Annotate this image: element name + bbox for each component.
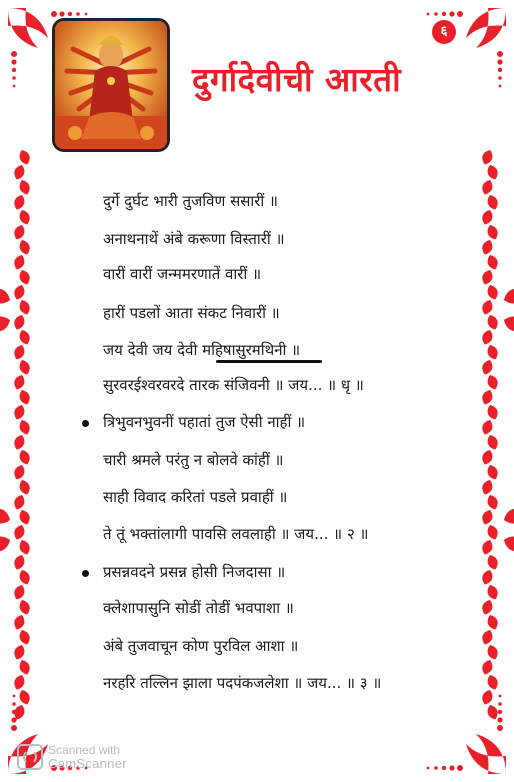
verse-underline — [216, 360, 322, 363]
border-dot — [11, 51, 17, 57]
border-leaf — [480, 298, 495, 316]
page-title: दुर्गादेवीची आरती — [192, 60, 402, 99]
page-number-badge: ६ — [432, 20, 456, 44]
border-leaf — [485, 343, 500, 361]
border-dot — [22, 576, 26, 580]
border-dot — [488, 456, 492, 460]
border-leaf — [12, 553, 27, 571]
border-leaf — [485, 253, 500, 271]
border-leaf — [0, 286, 12, 307]
border-leaf — [485, 403, 500, 421]
deity-illustration — [55, 21, 167, 149]
border-dot — [488, 546, 492, 550]
border-dot — [22, 306, 26, 310]
border-leaf — [0, 533, 12, 554]
border-leaf — [485, 433, 500, 451]
border-leaf — [485, 673, 500, 691]
border-dot — [13, 85, 16, 88]
border-dot — [22, 396, 26, 400]
border-leaf — [485, 313, 500, 331]
verse-line: दुर्गे दुर्घट भारी तुजविण ससारीं ॥ — [103, 192, 279, 210]
border-corner — [466, 734, 506, 774]
border-dot — [13, 695, 16, 698]
border-dot — [11, 59, 16, 64]
border-leaf — [12, 253, 27, 271]
border-leaf — [480, 568, 495, 586]
border-leaf — [480, 388, 495, 406]
border-dot — [488, 246, 492, 250]
border-dot — [488, 576, 492, 580]
border-dot — [499, 695, 502, 698]
border-leaf — [485, 223, 500, 241]
border-leaf — [480, 628, 495, 646]
border-leaf — [480, 238, 495, 256]
border-leaf — [480, 448, 495, 466]
verse-line: साही विवाद करितां पडले प्रवाहीं ॥ — [103, 488, 288, 506]
border-dot — [22, 216, 26, 220]
camscanner-logo-icon — [16, 743, 44, 771]
border-leaf — [480, 268, 495, 286]
verse-line: अनाथनाथें अंबे करूणा विस्तारीं ॥ — [103, 230, 285, 248]
border-leaf — [502, 506, 514, 527]
border-dot — [22, 516, 26, 520]
border-leaf — [485, 553, 500, 571]
border-dot — [22, 636, 26, 640]
border-dot — [488, 186, 492, 190]
verse-line: हारीं पडलों आता संकट निवारीं ॥ — [103, 304, 280, 322]
border-dot — [22, 696, 26, 700]
border-leaf — [12, 343, 27, 361]
border-leaf — [12, 313, 27, 331]
border-dot — [449, 11, 454, 16]
border-leaf — [12, 463, 27, 481]
watermark-line2: CamScanner — [48, 756, 127, 771]
border-dot — [488, 636, 492, 640]
border-dot — [22, 666, 26, 670]
border-leaf — [485, 463, 500, 481]
border-dot — [488, 216, 492, 220]
border-dot — [488, 426, 492, 430]
border-dot — [22, 246, 26, 250]
border-dot — [51, 11, 57, 17]
border-dot — [498, 76, 502, 80]
border-leaf — [485, 283, 500, 301]
border-dot — [498, 710, 502, 714]
border-leaf — [0, 506, 12, 527]
border-leaf — [12, 193, 27, 211]
border-dot — [488, 486, 492, 490]
border-dot — [457, 765, 463, 771]
verse-bullet — [82, 420, 89, 427]
border-dot — [22, 186, 26, 190]
verse-line: प्रसन्नवदने प्रसन्न होसी निजदासा ॥ — [103, 563, 286, 581]
border-dot — [497, 51, 503, 57]
border-dot — [488, 696, 492, 700]
border-leaf — [480, 418, 495, 436]
verse-line: अंबे तुजवाचून कोण पुरविल आशा ॥ — [103, 637, 299, 655]
border-leaf — [485, 703, 500, 721]
border-dot — [434, 12, 438, 16]
border-leaf — [480, 658, 495, 676]
border-leaf — [485, 643, 500, 661]
border-leaf — [480, 328, 495, 346]
verse-line: चारी श्रमले परंतु न बोलवे कांहीं ॥ — [103, 451, 284, 469]
border-leaf — [12, 673, 27, 691]
border-dot — [22, 456, 26, 460]
border-leaf — [502, 313, 514, 334]
border-leaf — [12, 163, 27, 181]
border-dot — [488, 516, 492, 520]
border-dot — [22, 366, 26, 370]
border-leaf — [485, 583, 500, 601]
border-dot — [12, 702, 16, 706]
border-dot — [498, 702, 502, 706]
verse-line: जय देवी जय देवी महिषासुरमथिनी ॥ — [103, 341, 301, 359]
border-leaf — [485, 523, 500, 541]
border-leaf — [0, 313, 12, 334]
border-dot — [22, 546, 26, 550]
border-dot — [488, 606, 492, 610]
border-dot — [59, 11, 64, 16]
border-leaf — [485, 193, 500, 211]
verse-line: ते तूं भक्तांलागी पावसि लवलाही ॥ जय... ॥ २ ॥ — [103, 525, 369, 543]
border-corner — [8, 8, 48, 48]
verse-line: त्रिभुवनभुवनीं पहातां तुज ऐसी नाहीं ॥ — [103, 413, 306, 431]
border-dot — [12, 710, 16, 714]
border-leaf — [12, 223, 27, 241]
border-leaf — [12, 613, 27, 631]
border-dot — [85, 13, 88, 16]
border-dot — [488, 156, 492, 160]
border-dot — [442, 766, 446, 770]
border-dot — [22, 156, 26, 160]
verse-line: वारीं वारीं जन्ममरणातें वारीं ॥ — [103, 265, 262, 283]
border-leaf — [12, 373, 27, 391]
border-corner — [466, 8, 506, 48]
verse-bullet — [82, 570, 89, 577]
border-leaf — [485, 163, 500, 181]
border-dot — [22, 426, 26, 430]
border-dot — [427, 13, 430, 16]
border-leaf — [480, 508, 495, 526]
border-dot — [434, 766, 438, 770]
border-dot — [497, 717, 502, 722]
border-leaf — [12, 433, 27, 451]
verse-line: क्लेशापासुनि सोडीं तोडीं भवपाशा ॥ — [103, 599, 294, 617]
border-leaf — [12, 643, 27, 661]
border-dot — [427, 767, 430, 770]
border-leaf — [480, 208, 495, 226]
border-dot — [499, 85, 502, 88]
verse-line: सुरवरईश्वरवरदे तारक संजिवनी ॥ जय... ॥ धृ ॥ — [103, 376, 364, 394]
border-dot — [22, 486, 26, 490]
border-dot — [22, 336, 26, 340]
border-leaf — [12, 523, 27, 541]
border-dot — [11, 717, 16, 722]
border-leaf — [480, 148, 495, 166]
border-leaf — [502, 533, 514, 554]
border-leaf — [12, 493, 27, 511]
border-leaf — [480, 598, 495, 616]
border-dot — [488, 336, 492, 340]
border-leaf — [485, 613, 500, 631]
border-dot — [12, 68, 16, 72]
border-dot — [22, 606, 26, 610]
border-leaf — [485, 373, 500, 391]
border-dot — [488, 366, 492, 370]
border-dot — [442, 12, 446, 16]
border-dot — [488, 396, 492, 400]
camscanner-watermark — [16, 740, 127, 774]
border-dot — [22, 276, 26, 280]
border-leaf — [502, 286, 514, 307]
border-dot — [11, 725, 17, 731]
watermark-line1: Scanned with — [48, 743, 121, 757]
border-dot — [488, 276, 492, 280]
border-leaf — [12, 283, 27, 301]
border-dot — [12, 76, 16, 80]
border-leaf — [480, 178, 495, 196]
border-dot — [449, 765, 454, 770]
border-leaf — [480, 538, 495, 556]
border-dot — [488, 306, 492, 310]
border-dot — [68, 12, 72, 16]
border-leaf — [480, 358, 495, 376]
border-leaf — [12, 583, 27, 601]
border-dot — [497, 59, 502, 64]
deity-image — [52, 18, 170, 152]
border-leaf — [480, 688, 495, 706]
verse-line: नरहरि तल्लिन झाला पदपंकजलेशा ॥ जय... ॥ ३ ॥ — [103, 674, 382, 692]
border-dot — [488, 666, 492, 670]
border-leaf — [480, 478, 495, 496]
border-dot — [498, 68, 502, 72]
border-dot — [497, 725, 503, 731]
border-dot — [76, 12, 80, 16]
border-dot — [457, 11, 463, 17]
border-leaf — [12, 403, 27, 421]
border-leaf — [485, 493, 500, 511]
